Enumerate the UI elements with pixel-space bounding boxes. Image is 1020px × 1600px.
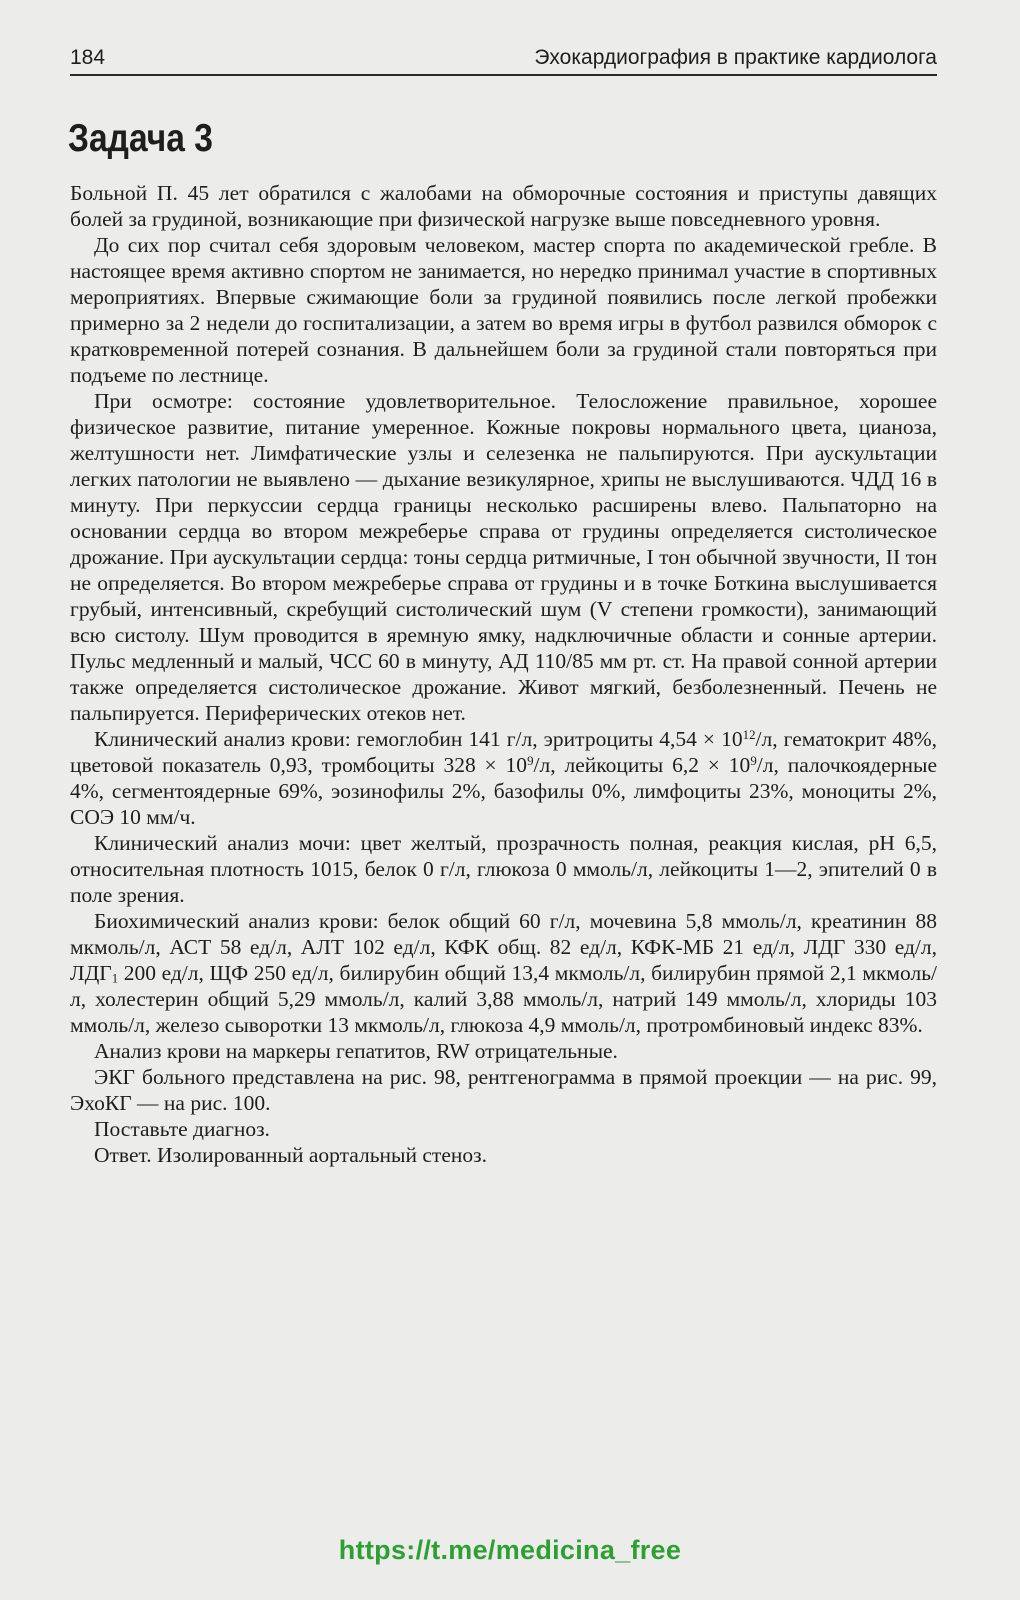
biochemistry-paragraph	[70, 908, 937, 1038]
problem-title: Задача 3	[68, 117, 213, 160]
blood-count-text-1: Клинический анализ крови: гемоглобин 141 г/л, эритроциты 4,54 × 10	[94, 727, 743, 751]
ldh-subscript: 1	[111, 971, 119, 986]
biochemistry-text-1: Биохимический анализ крови: белок общий 60 г/л, мочевина 5,8 ммоль/л, креатинин 88 мкмоль/л, АСТ 58 ед/л, АЛТ 102 ед/л, КФК общ. 82 ед/л, КФК-МБ 21 ед/л, ЛДГ 330 ед/л, ЛДГ	[70, 909, 937, 985]
complaints-paragraph: Больной П. 45 лет обратился с жалобами на обморочные состояния и приступы давящих болей за грудиной, возникающие при физической нагрузке выше повседневного уровня.	[70, 181, 937, 231]
book-title: Эхокардиография в практике кардиолога	[534, 46, 937, 69]
blood-count-text-4: /л, палочкоядерные 4%, сегментоядерные 69%, эозинофилы 2%, базофилы 0%, лимфоциты 23%, моноциты 2%, СОЭ 10 мм/ч.	[70, 753, 937, 829]
blood-count-text-2: /л, гематокрит 48%, цветовой показатель 0,93, тромбоциты 328 × 10	[70, 727, 937, 777]
blood-count-exponent-1: 12	[742, 727, 756, 742]
urinalysis-paragraph: Клинический анализ мочи: цвет желтый, прозрачность полная, реакция кислая, pH 6,5, относительная плотность 1015, белок 0 г/л, глюкоза 0 ммоль/л, лейкоциты 1—2, эпителий 0 в поле зрения.	[70, 831, 937, 907]
problem-text	[70, 180, 937, 1168]
blood-count-paragraph	[70, 726, 937, 830]
page-number: 184	[70, 46, 106, 69]
blood-count-exponent-2: 9	[527, 753, 534, 768]
running-head	[70, 44, 937, 76]
blood-count-text-3: /л, лейкоциты 6,2 × 10	[533, 753, 751, 777]
examination-paragraph: При осмотре: состояние удовлетворительное. Телосложение правильное, хорошее физическое развитие, питание умеренное. Кожные покровы нормального цвета, цианоза, желтушности нет. Лимфатические узлы и селезенка не пальпируются. При аускультации легких патологии не выявлено — дыхание везикулярное, хрипы не выслушиваются. ЧДД 16 в минуту. При перкуссии сердца границы несколько расширены влево. Пальпаторно на основании сердца во втором межреберье справа от грудины определяется систолическое дрожание. При аускультации сердца: тоны сердца ритмичные, I тон обычной звучности, II тон не определяется. Во втором межреберье справа от грудины и в точке Боткина выслушивается грубый, интенсивный, скребущий систолический шум (V степени громкости), занимающий всю систолу. Шум проводится в яремную ямку, надключичные области и сонные артерии. Пульс медленный и малый, ЧСС 60 в минуту, АД 110/85 мм рт. ст. На правой сонной артерии также определяется систолическое дрожание. Живот мягкий, безболезненный. Печень не пальпируется. Периферических отеков нет.	[70, 389, 937, 725]
ecg-paragraph: ЭКГ больного представлена на рис. 98, рентгенограмма в прямой проекции — на рис. 99, ЭхоКГ — на рис. 100.	[70, 1065, 937, 1115]
markers-paragraph: Анализ крови на маркеры гепатитов, RW отрицательные.	[94, 1039, 618, 1063]
biochemistry-text-2: 200 ед/л, ЩФ 250 ед/л, билирубин общий 13,4 мкмоль/л, билирубин прямой 2,1 мкмоль/л, холестерин общий 5,29 ммоль/л, калий 3,88 ммоль/л, натрий 149 ммоль/л, хлориды 103 ммоль/л, железо сыворотки 13 мкмоль/л, глюкоза 4,9 ммоль/л, протромбиновый индекс 83%.	[70, 961, 937, 1037]
watermark-link[interactable]: https://t.me/medicina_free	[338, 1535, 682, 1565]
answer-paragraph: Ответ. Изолированный аортальный стеноз.	[94, 1143, 487, 1167]
history-paragraph: До сих пор считал себя здоровым человеком, мастер спорта по академической гребле. В настоящее время активно спортом не занимается, но нередко принимал участие в спортивных мероприятиях. Впервые сжимающие боли за грудиной появились после легкой пробежки примерно за 2 недели до госпитализации, а затем во время игры в футбол развился обморок с кратковременной потерей сознания. В дальнейшем боли за грудиной стали повторяться при подъеме по лестнице.	[70, 233, 937, 387]
task-paragraph: Поставьте диагноз.	[94, 1117, 270, 1141]
blood-count-exponent-3: 9	[750, 753, 757, 768]
